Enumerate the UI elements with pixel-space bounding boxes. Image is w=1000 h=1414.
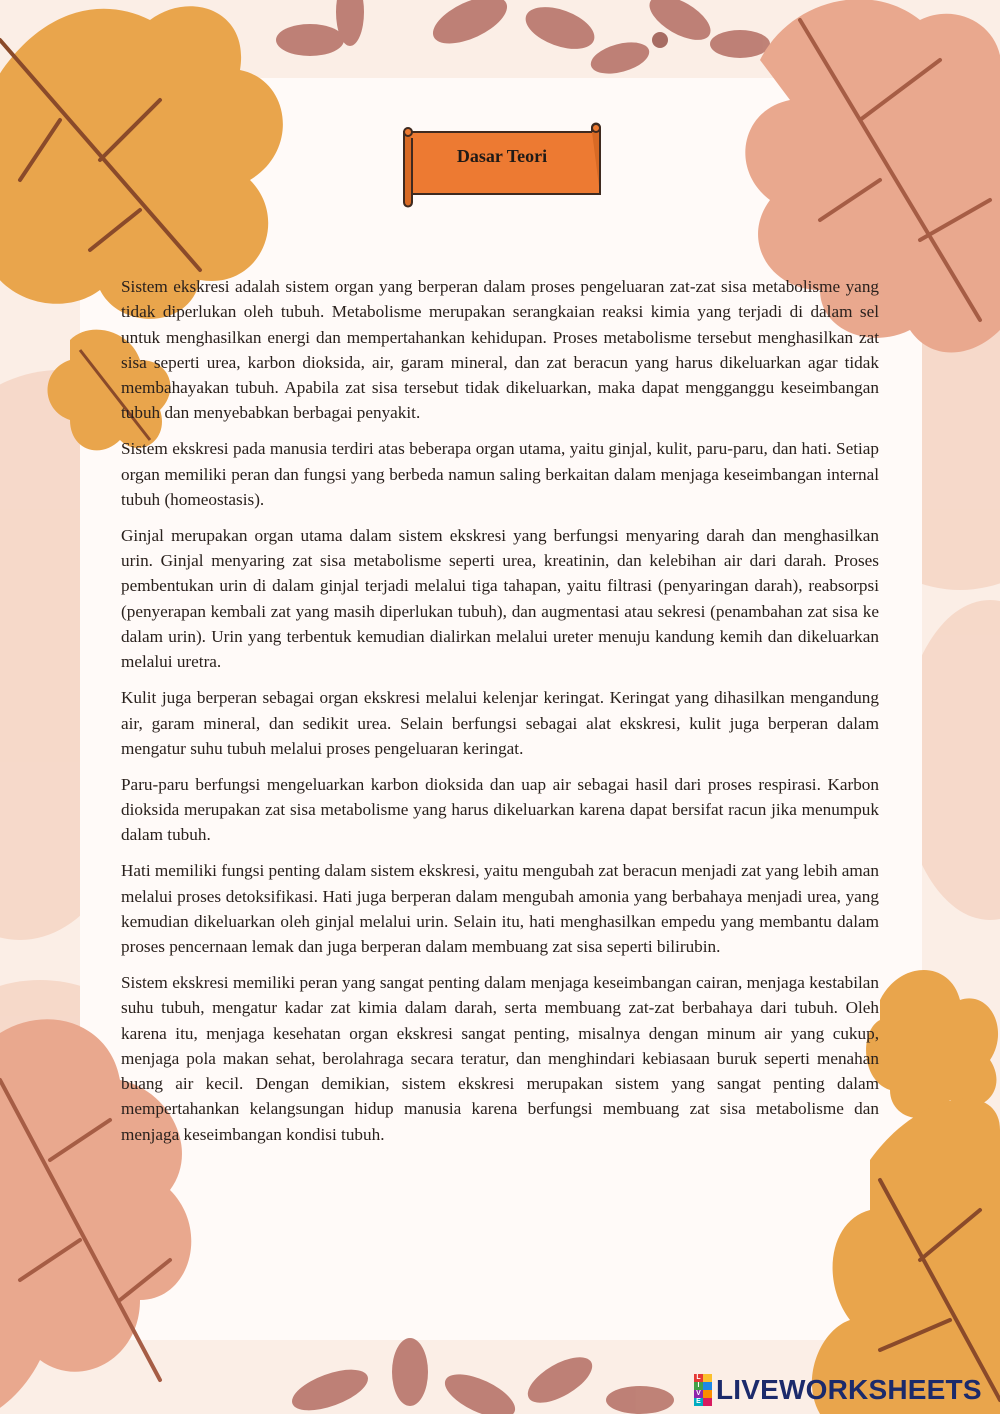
paragraph-liver: Hati memiliki fungsi penting dalam sistem ekskresi, yaitu mengubah zat beracun menjadi zat yang lebih aman melalui proses detoksifikasi. Hati juga berperan dalam mengubah amonia yang berbahaya menjadi urea, yang kemudian dikeluarkan oleh ginjal melalui urin. Selain itu, hati menghasilkan empedu yang membantu dalam proses pencernaan lemak dan juga berperan dalam membuang zat sisa seperti bilirubin. bbox=[121, 861, 879, 957]
paragraph-lungs: Paru-paru berfungsi mengeluarkan karbon dioksida dan uap air sebagai hasil dari proses respirasi. Karbon dioksida merupakan zat sisa metabolisme yang harus dikeluarkan karena dapat bersifat racun jika menumpuk dalam tubuh. bbox=[121, 774, 879, 845]
liveworksheets-logo-mark: L I V E bbox=[694, 1374, 712, 1406]
paragraph-organs: Sistem ekskresi pada manusia terdiri atas beberapa organ utama, yaitu ginjal, kulit, paru-paru, dan hati. Setiap organ memiliki peran dan fungsi yang berbeda namun saling berkaitan dalam menjaga keseimbangan internal tubuh (homeostasis). bbox=[121, 439, 879, 509]
liveworksheets-logo-text: LIVEWORKSHEETS bbox=[716, 1374, 982, 1405]
paragraph-conclusion: Sistem ekskresi memiliki peran yang sangat penting dalam menjaga keseimbangan cairan, menjaga kestabilan suhu tubuh, mengatur kadar zat kimia dalam darah, serta membuang zat-zat berbahaya dari tubuh. Oleh karena itu, menjaga kesehatan organ ekskresi sangat penting, misalnya dengan minum air yang cukup, menjaga pola makan sehat, berolahraga secara teratur, dan menghindari kebiasaan buruk seperti menahan buang air kecil. Dengan demikian, sistem ekskresi merupakan sistem yang sangat penting dalam mempertahankan kelangsungan hidup manusia karena berfungsi membuang zat sisa metabolisme dan menjaga keseimbangan kondisi tubuh. bbox=[121, 972, 879, 1144]
theory-text bbox=[121, 274, 879, 1158]
paragraph-intro: Sistem ekskresi adalah sistem organ yang berperan dalam proses pengeluaran zat-zat sisa metabolisme yang tidak diperlukan oleh tubuh. Metabolisme merupakan serangkaian reaksi kimia yang terjadi di dalam sel untuk menghasilkan energi dan mempertahankan kehidupan. Proses metabolisme tersebut menghasilkan zat sisa seperti urea, karbon dioksida, air, garam mineral, dan zat beracun yang harus dikeluarkan agar tidak membahayakan tubuh. Apabila zat sisa tersebut tidak dikeluarkan, maka dapat mengganggu keseimbangan tubuh dan menyebabkan berbagai penyakit. bbox=[121, 277, 879, 423]
liveworksheets-logo[interactable] bbox=[694, 1374, 982, 1406]
paragraph-kidney: Ginjal merupakan organ utama dalam sistem ekskresi yang berfungsi menyaring darah dan menghasilkan urin. Ginjal menyaring zat sisa metabolisme seperti urea, kreatinin, dan kelebihan air dari darah. Proses pembentukan urin di dalam ginjal terjadi melalui tiga tahapan, yaitu filtrasi (penyaringan darah), reabsorpsi (penyerapan kembali zat yang masih diperlukan tubuh), dan augmentasi atau sekresi (penambahan zat sisa ke dalam urin). Urin yang terbentuk kemudian dialirkan melalui ureter menuju kandung kemih dan dikeluarkan melalui uretra. bbox=[121, 525, 879, 672]
paragraph-skin: Kulit juga berperan sebagai organ ekskresi melalui kelenjar keringat. Keringat yang dihasilkan mengandung air, garam mineral, dan sedikit urea. Selain berfungsi sebagai alat ekskresi, kulit juga berperan dalam mengatur suhu tubuh melalui proses pengeluaran keringat. bbox=[121, 688, 879, 758]
title-banner bbox=[398, 122, 606, 208]
banner-title: Dasar Teori bbox=[456, 146, 548, 166]
